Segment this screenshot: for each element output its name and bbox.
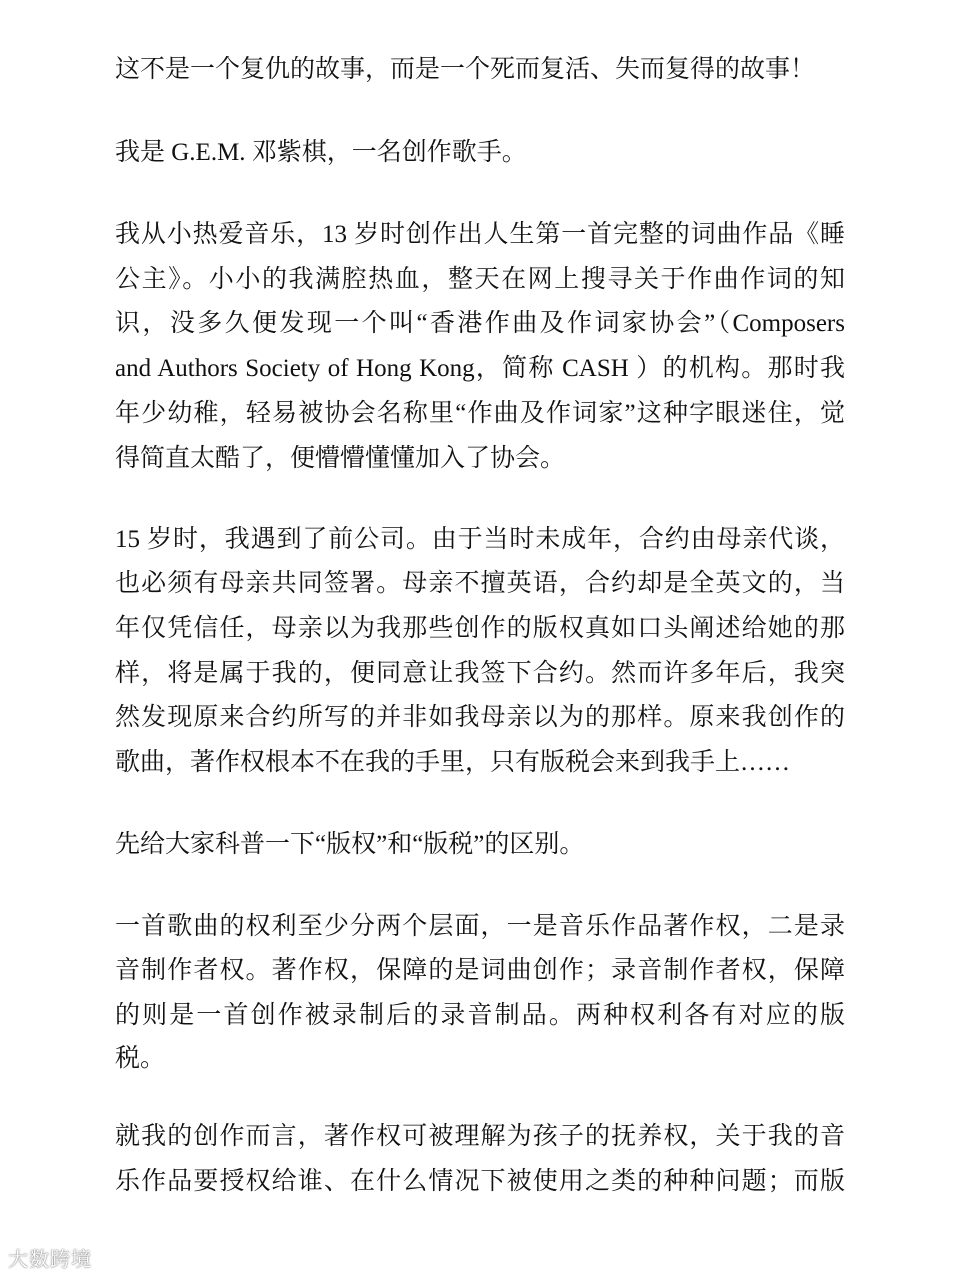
text-line: 先给大家科普一下“版权”和“版税”的区别。 (115, 831, 585, 858)
text-line: and Authors Society of Hong Kong，简称 CASH ）的机构。那时我 (115, 355, 845, 382)
text-line: 识，没多久便发现一个叫“香港作曲及作词家协会”（Composers (115, 310, 845, 337)
text-line: 的则是一首创作被录制后的录音制品。两种权利各有对应的版 (115, 1002, 845, 1029)
text-line: 年仅凭信任，母亲以为我那些创作的版权真如口头阐述给她的那 (115, 615, 845, 642)
watermark-logo (8, 1243, 92, 1272)
text-line: 音制作者权。著作权，保障的是词曲创作；录音制作者权，保障 (115, 957, 845, 984)
text-line: 就我的创作而言，著作权可被理解为孩子的抚养权，关于我的音 (115, 1123, 845, 1150)
text-line: 我是 G.E.M. 邓紫棋，一名创作歌手。 (115, 139, 527, 166)
text-line: 税。 (115, 1045, 166, 1072)
text-line: 公主》。小小的我满腔热血，整天在网上搜寻关于作曲作词的知 (115, 266, 845, 293)
text-line: 歌曲，著作权根本不在我的手里，只有版税会来到我手上…… (115, 749, 791, 776)
text-line: 这不是一个复仇的故事，而是一个死而复活、失而复得的故事！ (115, 56, 816, 83)
text-line: 年少幼稚，轻易被协会名称里“作曲及作词家”这种字眼迷住，觉 (115, 400, 845, 427)
watermark-text: 大数跨境 (8, 1247, 92, 1271)
text-line: 乐作品要授权给谁、在什么情况下被使用之类的种种问题；而版 (115, 1168, 845, 1195)
text-line: 样，将是属于我的，便同意让我签下合约。然而许多年后，我突 (115, 660, 845, 687)
text-line: 然发现原来合约所写的并非如我母亲以为的那样。原来我创作的 (115, 704, 845, 731)
text-line: 15 岁时，我遇到了前公司。由于当时未成年，合约由母亲代谈， (115, 526, 845, 553)
text-line: 也必须有母亲共同签署。母亲不擅英语，合约却是全英文的，当 (115, 570, 845, 597)
text-line: 一首歌曲的权利至少分两个层面，一是音乐作品著作权，二是录 (115, 913, 845, 940)
text-line: 我从小热爱音乐，13 岁时创作出人生第一首完整的词曲作品《睡 (115, 221, 845, 248)
text-line: 得简直太酷了，便懵懵懂懂加入了协会。 (115, 445, 566, 472)
